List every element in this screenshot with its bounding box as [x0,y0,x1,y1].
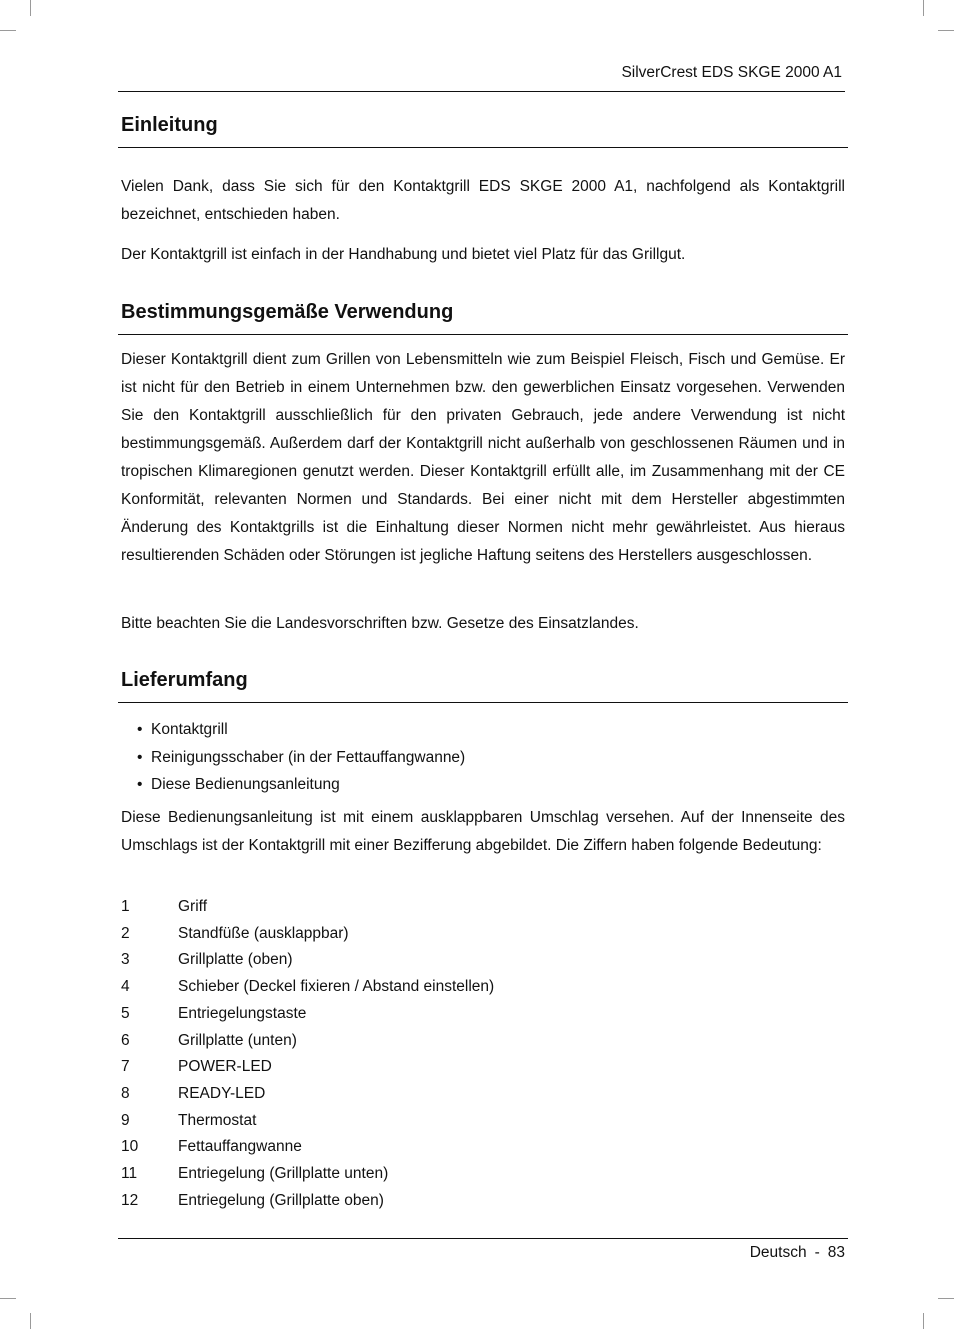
list-item: • Reinigungsschaber (in der Fettauffangwanne) [137,744,465,772]
parts-item [121,1054,494,1081]
part-number: 8 [121,1084,130,1102]
crop-mark [938,1298,954,1299]
crop-mark [0,1298,16,1299]
scope-paragraph: Diese Bedienungsanleitung ist mit einem ausklappbaren Umschlag versehen. Auf der Innenseite des Umschlags ist der Kontaktgrill mit einer Bezifferung abgebildet. Die Ziffern haben folgende Bedeutung: [121,809,845,854]
footer-separator: - [814,1244,820,1261]
part-number: 7 [121,1058,130,1076]
parts-item [121,1028,494,1055]
header-rule [118,91,845,92]
page-number: 83 [827,1244,845,1261]
parts-item [121,1134,494,1161]
part-label: Griff [178,898,207,915]
part-number: 12 [121,1191,139,1209]
parts-item [121,921,494,948]
section-rule [118,702,848,703]
parts-item [121,1001,494,1028]
crop-mark [30,0,31,16]
parts-item [121,1161,494,1188]
part-label: POWER-LED [178,1058,272,1076]
part-number: 6 [121,1031,130,1049]
part-number: 11 [121,1165,138,1183]
crop-mark [938,30,954,31]
part-label: Fettauffangwanne [178,1138,302,1156]
footer-rule [118,1238,848,1239]
parts-item [121,947,494,974]
part-label: Grillplatte (unten) [178,1031,297,1049]
intro-paragraph: Vielen Dank, dass Sie sich für den Kontaktgrill EDS SKGE 2000 A1, nachfolgend als Kontaktgrill bezeichnet, entschieden haben. [121,178,845,223]
part-label: Grillplatte (oben) [178,951,293,969]
intro-paragraph: Der Kontaktgrill ist einfach in der Handhabung und bietet viel Platz für das Grillgut. [121,246,686,263]
crop-mark [923,0,924,16]
usage-paragraph: Dieser Kontaktgrill dient zum Grillen von Lebensmitteln wie zum Beispiel Fleisch, Fisch und Gemüse. Er ist nicht für den Betrieb in einem Unternehmen bzw. den gewerblichen Einsatz vorgesehen. Verwenden Sie den Kontaktgrill ausschließlich für den privaten Gebrauch, jede andere Verwendung ist nicht bestimmungsgemäß. Außerdem darf der Kontaktgrill nicht außerhalb von geschlossenen Räumen und in tropischen Klimaregionen genutzt werden. Dieser Kontaktgrill erfüllt alle, im Zusammenhang mit der CE Konformität, relevanten Normen und Standards. Bei einer nicht mit dem Hersteller abgestimmten Änderung des Kontaktgrills ist die Einhaltung dieser Normen nicht mehr gewährleistet. Aus hieraus resultierenden Schäden oder Störungen ist jegliche Haftung seitens des Herstellers ausgeschlossen. [121,351,845,564]
parts-item [121,974,494,1001]
part-number: 4 [121,978,130,996]
part-label: Standfüße (ausklappbar) [178,924,349,942]
section-title-einleitung: Einleitung [121,114,218,136]
section-rule [118,147,848,148]
parts-item [121,1108,494,1135]
section-rule [118,334,848,335]
section-title-lieferumfang: Lieferumfang [121,669,248,691]
part-number: 9 [121,1111,130,1129]
parts-item [121,1188,494,1215]
part-number: 3 [121,951,130,969]
part-number: 2 [121,924,130,942]
footer-language: Deutsch [749,1244,807,1261]
scope-bullet-list [137,716,465,799]
part-label: Entriegelungstaste [178,1004,307,1022]
crop-mark [0,30,16,31]
list-item: • Kontaktgrill [137,716,465,744]
part-number: 1 [121,898,130,915]
part-label: Entriegelung (Grillplatte oben) [178,1191,384,1209]
list-item: • Diese Bedienungsanleitung [137,771,465,799]
running-header: SilverCrest EDS SKGE 2000 A1 [621,64,842,81]
part-label: Entriegelung (Grillplatte unten) [178,1165,389,1183]
part-number: 5 [121,1004,130,1022]
page-footer [750,1244,845,1262]
parts-item [121,894,494,921]
parts-item [121,1081,494,1108]
crop-mark [30,1313,31,1329]
part-label: Thermostat [178,1111,257,1129]
part-label: READY-LED [178,1084,266,1102]
section-title-verwendung: Bestimmungsgemäße Verwendung [121,301,454,323]
usage-paragraph: Bitte beachten Sie die Landesvorschriften bzw. Gesetze des Einsatzlandes. [121,615,639,632]
crop-mark [923,1313,924,1329]
part-label: Schieber (Deckel fixieren / Abstand einstellen) [178,978,495,996]
parts-list [121,894,494,1214]
part-number: 10 [121,1138,139,1156]
